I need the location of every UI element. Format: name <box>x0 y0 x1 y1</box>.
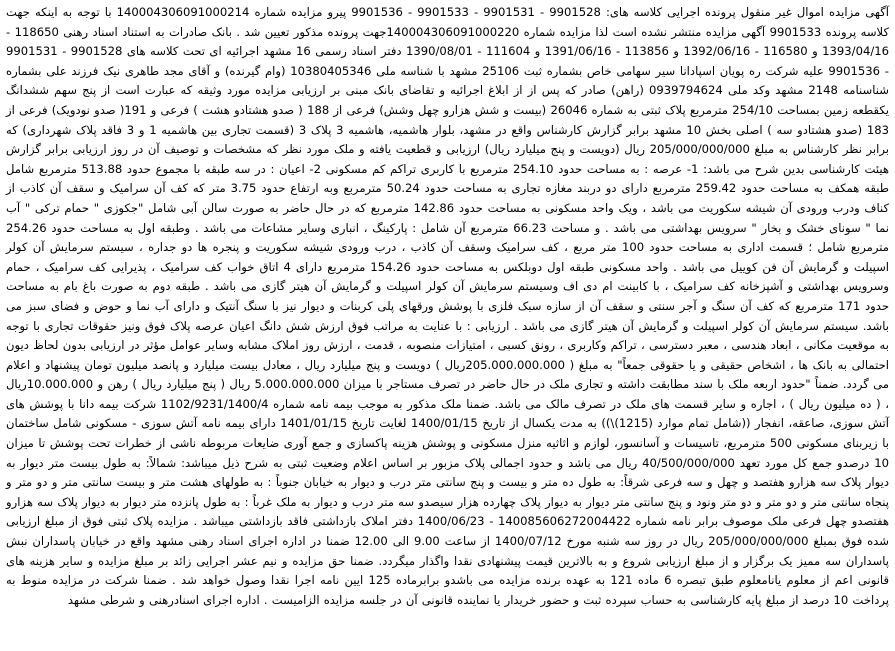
auction-notice-text: آگهی مزایده اموال غیر منقول پرونده اجرایی کلاسه های: 9901528 - 9901531 - 9901533 - 9901536 پیرو مزایده شماره 140004306091000214 با توجه به اینکه جهت کلاسه پرونده 9901533 آگهی مزایده منتشر نشده است لذا مزایده شماره 140004306091000220جهت پرونده مذکور تعیین شد . بانک صادرات به استناد اسناد رهنی 118650 - 1393/04/16 و 116580 - 1392/06/16 و 113856 - 1391/06/16 و 111604 - 1390/08/01 دفتر اسناد رسمی 16 مشهد اجرائیه ای تحت کلاسه های 9901528 - 9901531 - 9901536 علیه شرکت ره پویان اسپادانا سیر سهامی خاص بشماره ثبت 25106 مشهد با شناسه ملی 10380405346 (وام گیرنده) و آقای مجد طاهری نیک فرزند علی بشماره شناسنامه 2148 مشهد وکد ملی 0939794624 (راهن) صادر که پس از از ابلاغ اجرائیه و تقاضای بانک مبنی بر ارزیابی مزایده مورد وثیقه که عبارت است از پنج سهم ششدانگ یکقطعه زمین بمساحت 254/10 مترمربع پلاک ثبتی به شماره 26046 (بیست و شش هزارو چهل وشش) فرعی از 188 ( صدو هشتادو هشت ) فرعی و 191( صدو نودویک) فرعی از 183 (صدو هشتادو سه ) اصلی بخش 10 مشهد برابر گزارش کارشناس واقع در مشهد، بلوار هاشمیه، هاشمیه 3 پلاک 3 (قسمت تجاری بین هاشمیه 1 و 3 فاقد پلاک شهرداری) که برابر نظر کارشناس به مبلغ 205/000/000/000 ریال (دویست و پنج میلیارد ریال) ارزیابی و قطعیت یافته و ملک مورد نظر که مشخصات و توصیف آن در روز ارزیابی برابر گزارش هیئت کارشناسی بدین شرح می باشد: 1- عرصه : به مساحت حدود 254.10 مترمربع با کاربری تراکم کم مسکونی 2- اعیان : در سه طبقه با مجموع حدود 513.88 مترمربع شامل طبقه همکف به مساحت حدود 259.42 مترمربع دارای دو دربند مغازه تجاری به مساحت حدود 50.24 مترمربع وبه ارتفاع حدود 3.75 متر که کف آن سرامیک و سقف آن کاذب از کناف ودرب ورودی آن شیشه سکوریت می باشد ، ویک واحد مسکونی به مساحت حدود 142.86 مترمربع که در حال حاضر به صورت سالن آبی شامل "جکوزی " حمام ترکی " آب نما " سونای خشک و بخار " سرویس بهداشتی می باشد . و مساحت 66.23 مترمربع آن شامل : پارکینگ ، انباری وسایر مشاعات می باشد . وطبقه اول به مساحت حدود 254.26 مترمربع شامل ؛ قسمت اداری به مساحت حدود 100 متر مربع ، کف سرامیک وسقف آن کاذب ، درب ورودی شیشه سکوریت و پنجره ها دو جداره ، سیستم سرمایش آن کولر اسپیلت و گرمایش آن فن کوییل می باشد . واحد مسکونی طبقه اول دوبلکس به مساحت حدود 154.26 مترمربع دارای 4 اتاق خواب کف سرامیک ، پذیرایی کف سرامیک ، حمام وسرویس بهداشتی و آشپزخانه کف سرامیک ، با کابینت ام دی اف وسیستم سرمایش آن کولر اسپیلت و گرمایش آن هیتر گازی می باشد . طبقه دوم به صورت باغ بام به مساحت حدود 171 مترمربع که کف آن سنگ و آجر سنتی و سقف آن از سازه سبک فلزی با پوشش ورقهای پلی کربنات و دیوار نیز با سنگ آنتیک و دارای آب نما و حوض و فضای سبز می باشد. سیستم سرمایش آن کولر اسپیلت و گرمایش آن هیتر گازی می باشد . ارزیابی : با عنایت به مراتب فوق ارزش شش دانگ اعیان عرصه پلاک فوق ونیز حقوقات تجاری با توجه به موقعیت مکانی ، ابعاد هندسی ، معبر دسترسی ، تراکم وکاربری ، رونق کسبی ، امتیازات منصوبه ، قدمت ، ارزش روز املاک مشابه وسایر عوامل مؤثر در ارزیابی بدون لحاظ دیون احتمالی به بانک ها ، اشخاص حقیقی و یا حقوقی جمعاً" به مبلغ ( 205.000.000.000ریال ) دویست و پنج میلیارد ریال ، معادل بیست میلیارد و پانصد میلیون تومان پیشنهاد و اعلام می گردد. ضمناً "حدود اربعه ملک با سند مطابقت داشته و تجاری ملک در حال حاضر در تصرف مستاجر با میزان 5.000.000.000 ریال ( پنج میلیارد ریال ) رهن و 10.000.000ریال ، ( ده میلیون ریال ) ، اجاره و سایر قسمت های ملک در تصرف مالک می باشد. ضمنا ملک مذکور به موجب بیمه نامه شماره 1102/9231/1400/4 شرکت بیمه دانا با پوشش های آتش سوزی، صاعقه، انفجار ((شامل تمام موارد (1215)\)) به مدت یکسال از تاریخ 1400/01/15 لغایت تاریخ 1401/01/15 دارای بیمه نامه آتش سوزی - مسکونی شامل ساختمان با زیربنای مسکونی 500 مترمربع، تاسیسات و آسانسور، لوازم و اثاثیه منزل مسکونی و پوشش هزینه پاکسازی و جمع آوری ضایعات مربوطه ناشی از خطرات تحت پوشش تا میزان 10 درصدو جمع کل مورد تعهد 40/500/000/000 ریال می باشد و حدود اجمالی پلاک مزبور بر اساس اعلام وضعیت ثبتی به شرح ذیل میباشد: شمالاً: به طول بیست متر دیوار به دیوار پلاک سه هزارو هفتصد و چهل و سه فرعی شرقاً: به طول ده متر و بیست و پنج سانتی متر درب و دیوار به خیابان جنوباً : به طولهای هشت متر و بیست سانتی متر و دو متر و پنجاه سانتی متر و دو متر و دو متر ونود و پنج سانتی متر دیوار به دیوار پلاک چهارده هزار سیصدو سه متر درب و دیوار به ملک غرباً : به طول پانزده متر دیوار به دیوار پلاک سه هزارو هفتصدو چهل فرعی ملک موصوف برابر نامه شماره 140085606272004422 - 1400/06/23 دفتر املاک بازداشتی فاقد بازداشتی میباشد . مزایده پلاک ثبتی فوق از مبلغ ارزیابی شده فوق بمبلغ 205/000/000/000 ریال در روز سه شنبه مورخ 1400/07/12 از ساعت 9.00 الی 12.00 ضمنا در اداره اجرای اسناد رهنی مشهد واقع در خیابان پاسداران نبش پاسداران سه ممیز یک برگزار و از مبلغ ارزیابی شروع و به بالاترین قیمت پیشنهادی نقدا واگذار میگردد. ضمنا حق مزایده و نیم عشر اجرایی زائد بر مبلغ مزایده و سایر هزینه های قانونی اعم از معلوم یانامعلوم طبق تبصره 6 ماده 121 به عهده برنده مزایده می باشدو برابرماده 125 ایین نامه اجرا نقدا وصول خواهد شد . ضمنا شرکت در مزایده منوط به پرداخت 10 درصد از مبلغ پایه کارشناسی به حساب سپرده ثبت و حضور خریدار یا نماینده قانونی آن در جلسه مزایده الزامیست . اداره اجرای اسنادرهنی و شرطی مشهد <box>6 5 890 607</box>
